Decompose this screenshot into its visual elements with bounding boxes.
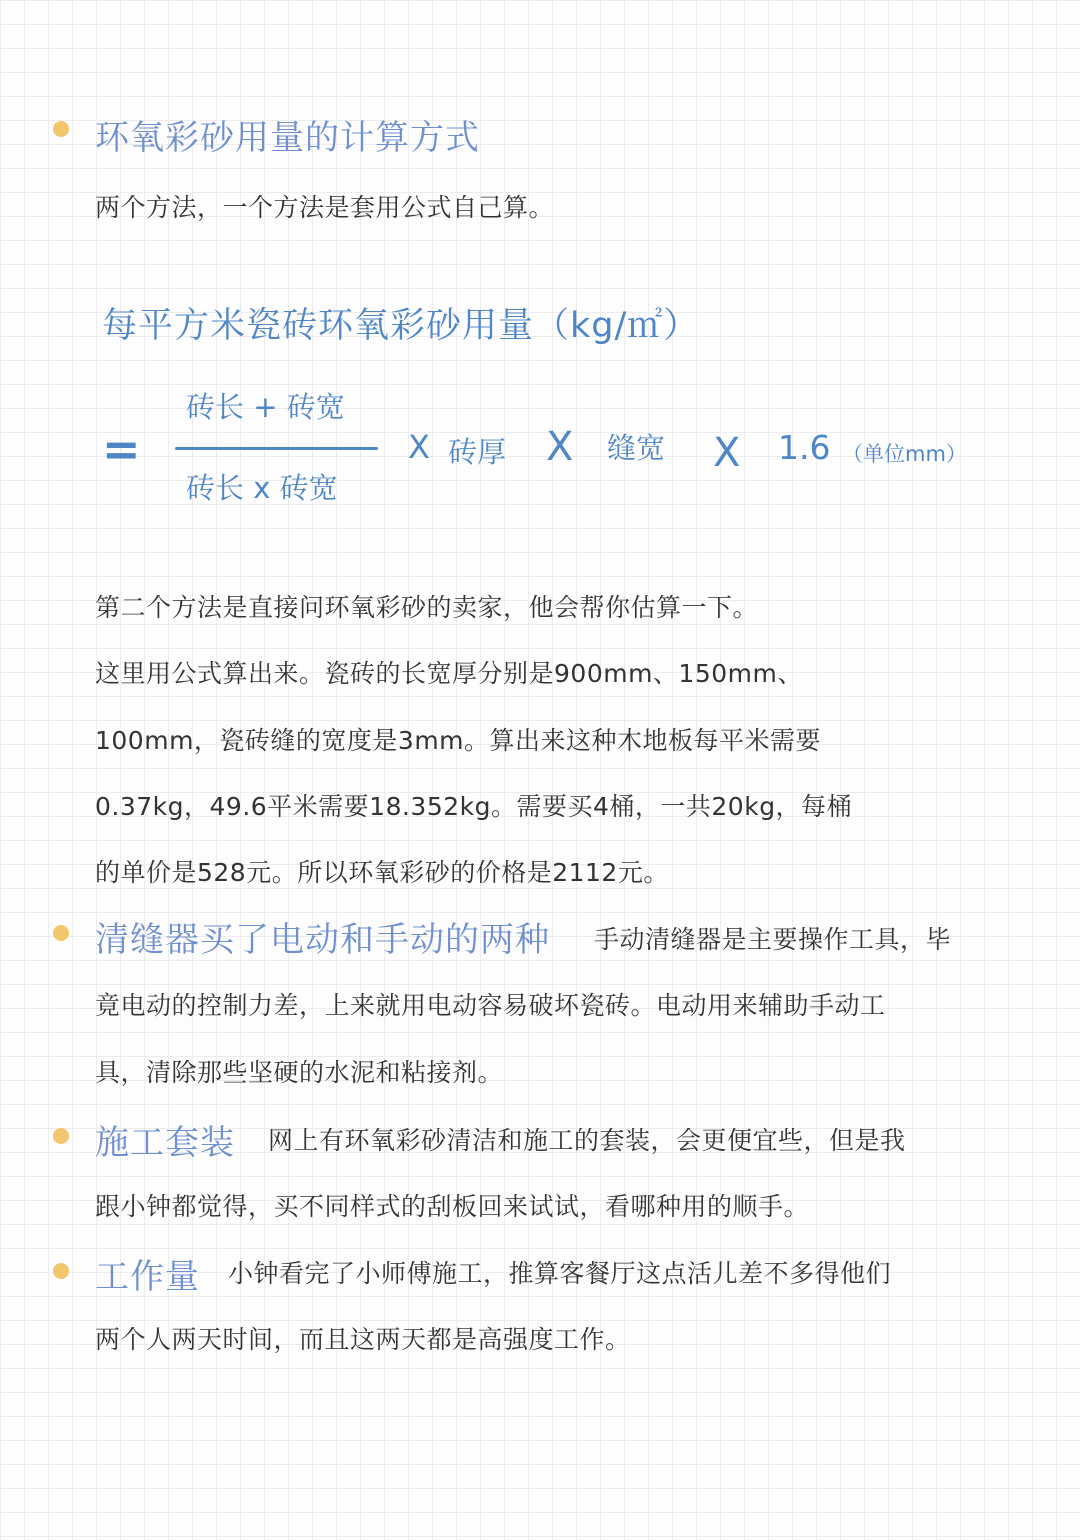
intro-text: 两个方法，一个方法是套用公式自己算。 <box>95 193 555 222</box>
section-heading-calculation: 环氧彩砂用量的计算方式 <box>95 118 480 158</box>
multiply-sign: X <box>408 428 430 466</box>
paragraph-line: 竟电动的控制力差，上来就用电动容易破坏瓷砖。电动用来辅助手动工 <box>95 991 886 1020</box>
section-heading-workload: 工作量 <box>95 1257 200 1297</box>
formula-equals: = <box>102 422 141 476</box>
formula-numerator: 砖长 + 砖宽 <box>186 390 345 424</box>
bullet-dot <box>53 121 69 137</box>
bullet-dot <box>53 925 69 941</box>
section-heading-cleaner: 清缝器买了电动和手动的两种 <box>95 920 550 960</box>
fraction-line <box>175 447 378 450</box>
paragraph-line: 网上有环氧彩砂清洁和施工的套装，会更便宜些，但是我 <box>268 1126 906 1155</box>
paragraph-line: 手动清缝器是主要操作工具，毕 <box>594 925 952 954</box>
paragraph-line: 第二个方法是直接问环氧彩砂的卖家，他会帮你估算一下。 <box>95 593 759 622</box>
formula-term-gap: 缝宽 <box>607 431 666 465</box>
paragraph-line: 具，清除那些坚硬的水泥和粘接剂。 <box>95 1058 504 1087</box>
paragraph-line: 100mm，瓷砖缝的宽度是3mm。算出来这种木地板每平米需要 <box>95 726 822 755</box>
formula-title: 每平方米瓷砖环氧彩砂用量（kg/㎡） <box>102 306 700 346</box>
paragraph-line: 0.37kg，49.6平米需要18.352kg。需要买4桶，一共20kg，每桶 <box>95 792 853 821</box>
formula-denominator: 砖长 x 砖宽 <box>186 471 338 505</box>
formula-factor: 1.6 <box>778 428 831 467</box>
paragraph-line: 小钟看完了小师傅施工，推算客餐厅这点活儿差不多得他们 <box>228 1259 892 1288</box>
paragraph-line: 两个人两天时间，而且这两天都是高强度工作。 <box>95 1325 631 1354</box>
multiply-sign: X <box>546 424 574 470</box>
multiply-sign: X <box>713 430 741 476</box>
formula-term-thickness: 砖厚 <box>448 435 507 469</box>
paragraph-line: 跟小钟都觉得，买不同样式的刮板回来试试，看哪种用的顺手。 <box>95 1192 810 1221</box>
paragraph-line: 的单价是528元。所以环氧彩砂的价格是2112元。 <box>95 858 669 887</box>
bullet-dot <box>53 1128 69 1144</box>
formula-unit-note: （单位mm） <box>842 442 967 466</box>
bullet-dot <box>53 1263 69 1279</box>
section-heading-kit: 施工套装 <box>95 1123 235 1163</box>
paragraph-line: 这里用公式算出来。瓷砖的长宽厚分别是900mm、150mm、 <box>95 659 803 688</box>
